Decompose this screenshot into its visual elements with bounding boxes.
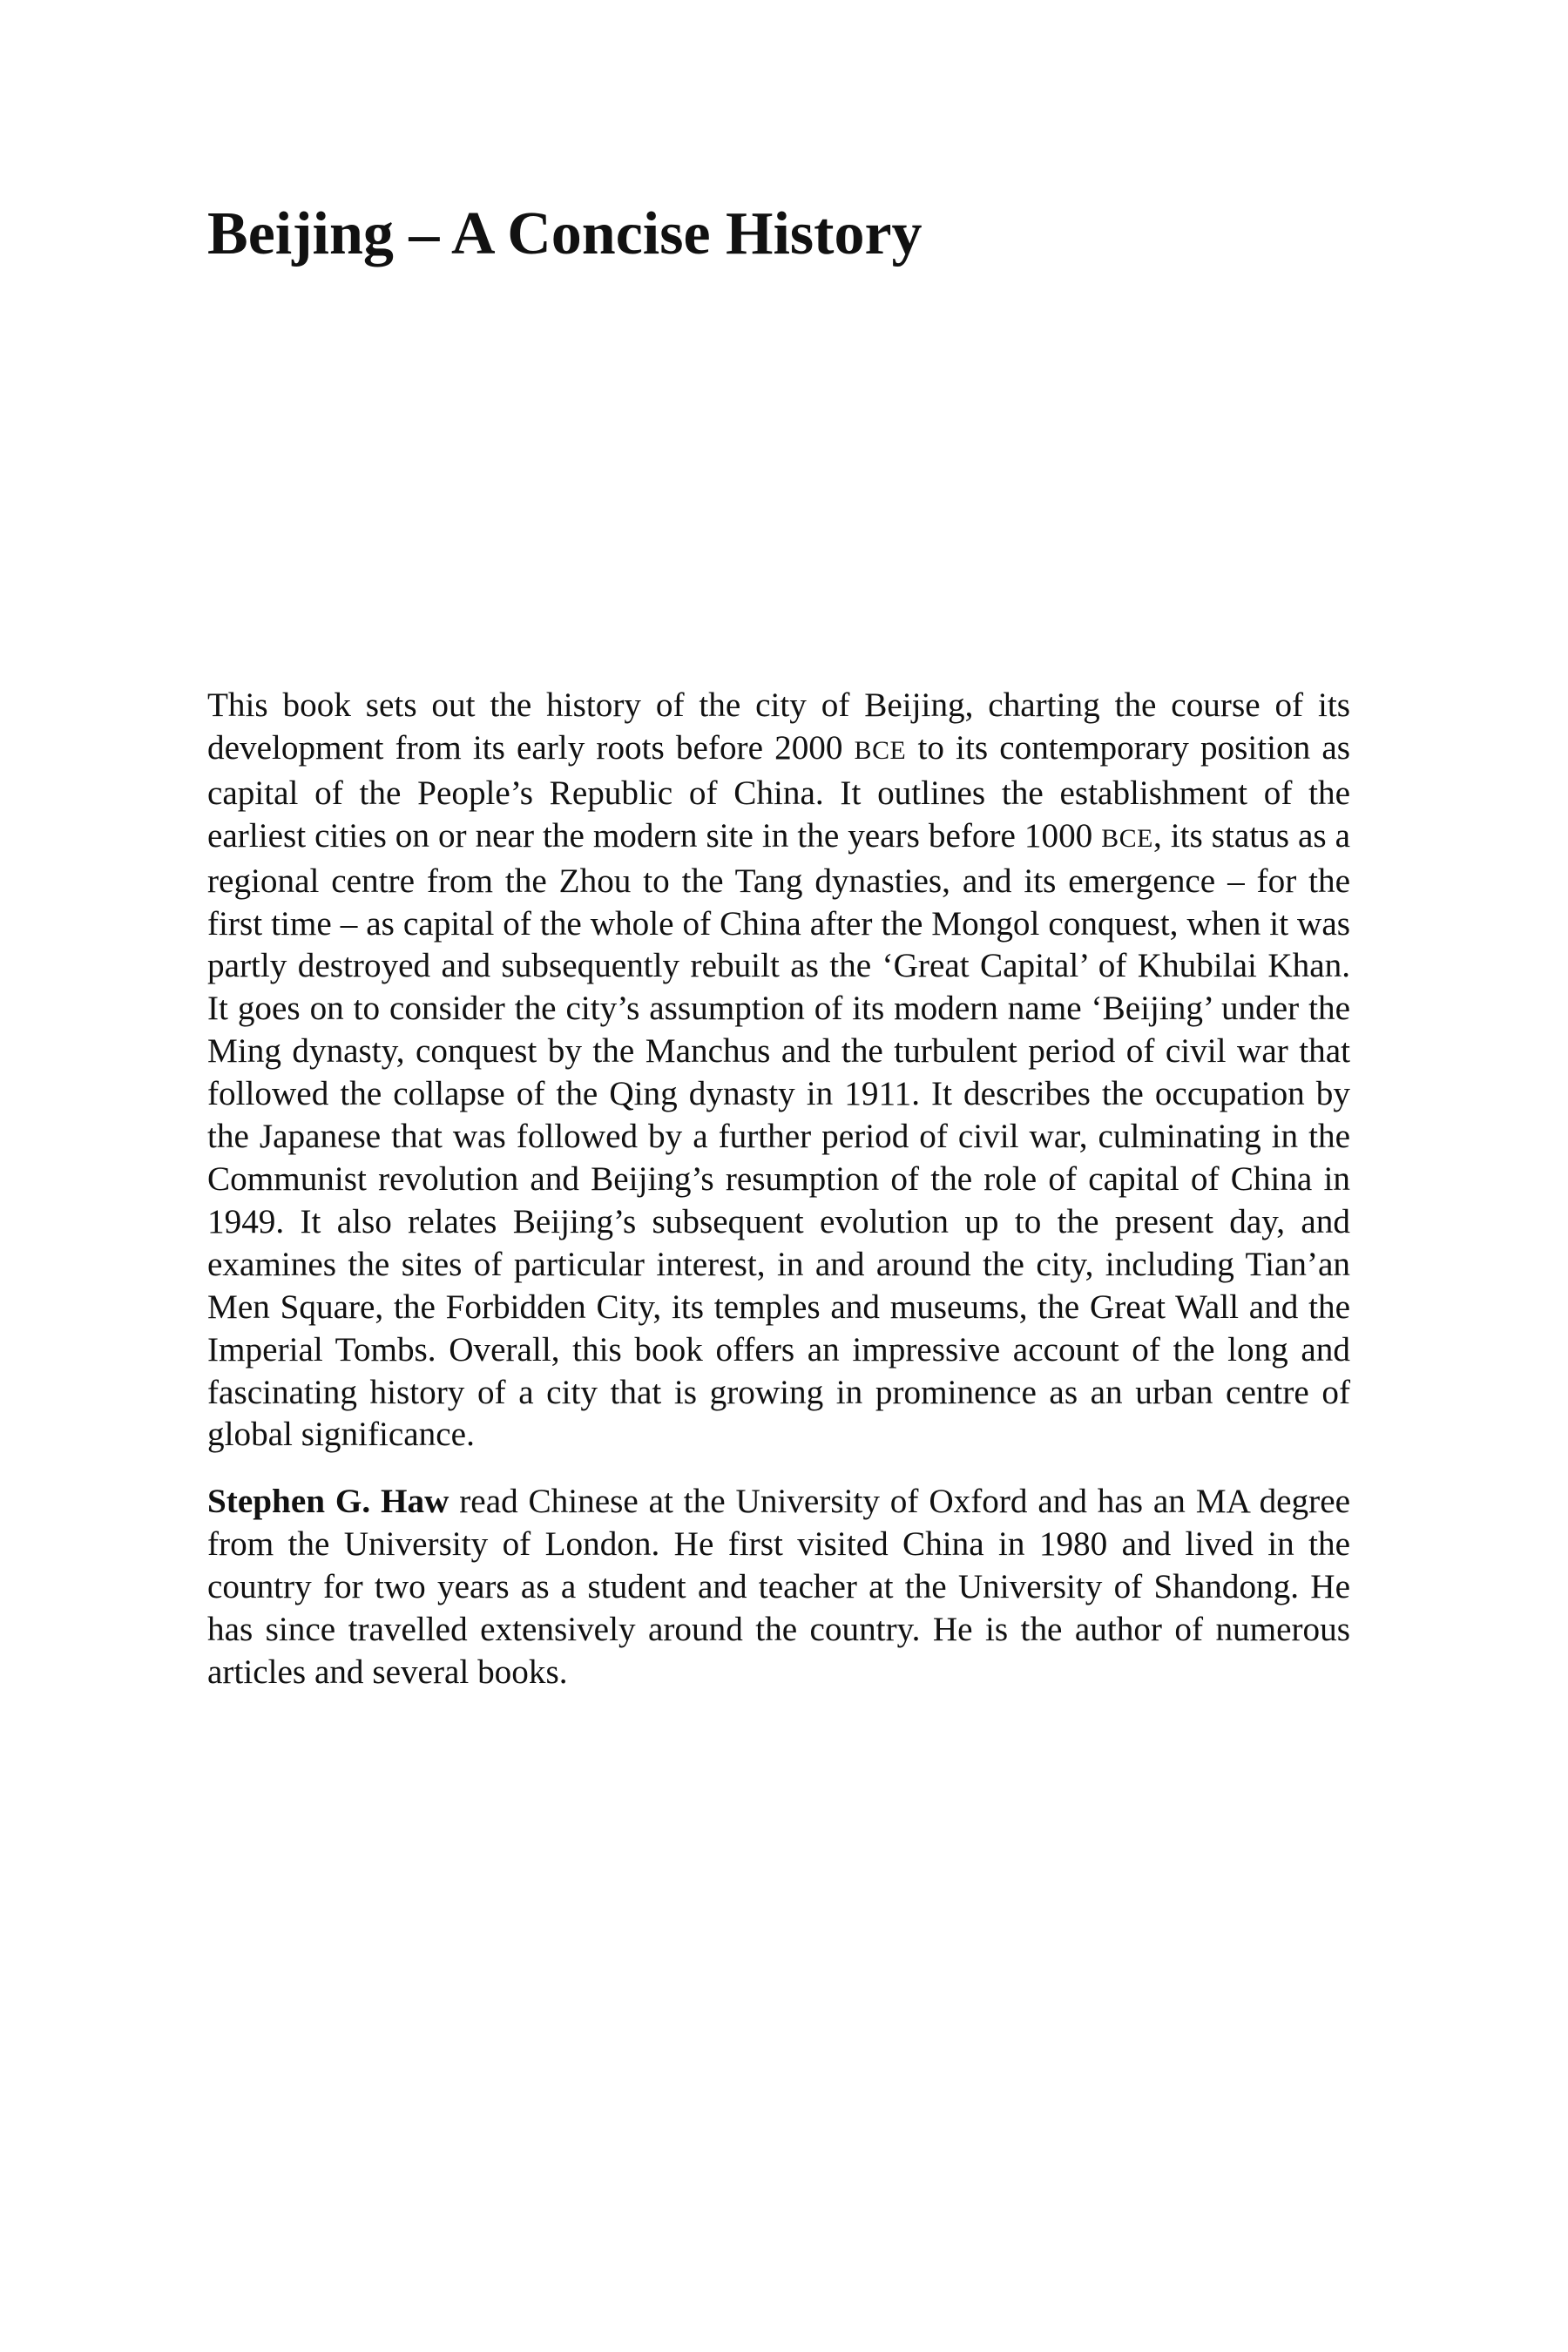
author-name: Stephen G. Haw (207, 1483, 449, 1520)
description-text-part-2: to its contemporary position as capital of the People’s Republic of China. It outlines the establishment of the earliest cities on or near the modern site in the years before 1000 (207, 728, 1350, 855)
author-bio (207, 1481, 1350, 1694)
era-abbreviation: BCE (854, 735, 907, 765)
description-text-part-3: , its status as a regional centre from the Zhou to the Tang dynasties, and its emergence – for the first time – as capital of the whole of China after the Mongol conquest, when it was partly destroyed and subsequently rebuilt as the ‘Great Capital’ of Khubilai Khan. It goes on to consider the city’s assumption of its modern name ‘Beijing’ under the Ming dynasty, conquest by the Manchus and the turbulent period of civil war that followed the collapse of the Qing dynasty in 1911. It describes the occupation by the Japanese that was followed by a further period of civil war, culminating in the Communist revolution and Beijing’s resumption of the role of capital of China in 1949. It also relates Beijing’s subsequent evolution up to the present day, and examines the sites of particular interest, in and around the city, including Tian’an Men Square, the Forbidden City, its temples and museums, the Great Wall and the Imperial Tombs. Overall, this book offers an impressive account of the long and fascinating history of a city that is growing in prominence as an urban centre of global significance. (207, 816, 1351, 1454)
era-abbreviation: BCE (1101, 823, 1153, 853)
description-text-part-1: This book sets out the history of the city of Beijing, charting the course of its development from its early roots before 2000 (207, 686, 1350, 767)
book-title: Beijing – A Concise History (207, 200, 923, 267)
author-bio-text: read Chinese at the University of Oxford and has an MA degree from the University of London. He first visited China in 1980 and lived in the country for two years as a student and teacher at the University of Shandong. He has since travelled extensively around the country. He is the author of numerous articles and several books. (207, 1483, 1350, 1691)
book-description (207, 685, 1350, 1456)
